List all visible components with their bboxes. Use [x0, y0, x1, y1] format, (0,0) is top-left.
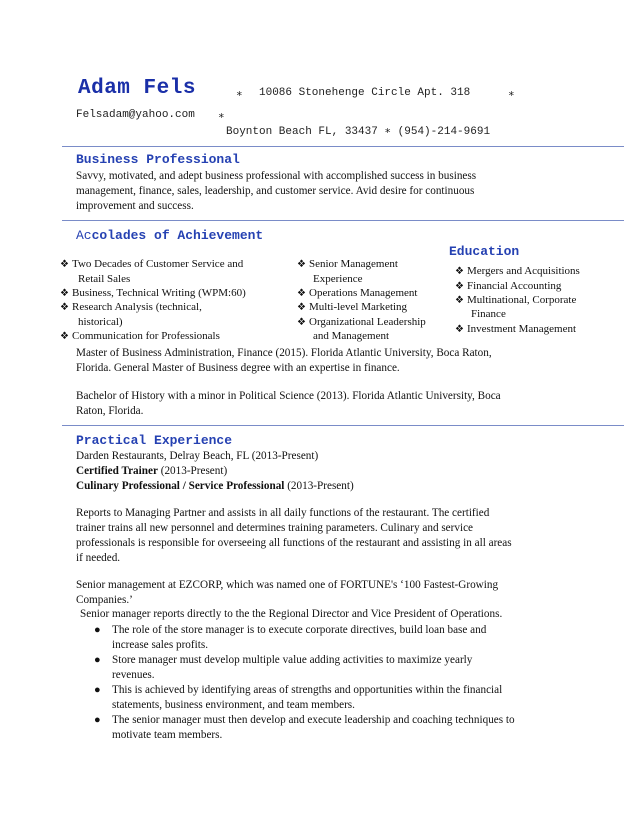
summary-line: Savvy, motivated, and adept business professional with accomplished success in business: [76, 170, 477, 182]
accolades-title-rest: colades of Achievement: [91, 228, 264, 243]
education-line: Master of Business Administration, Finance (2015). Florida Atlantic University, Boca Raton,: [76, 347, 492, 359]
accolade-item: [60, 300, 202, 316]
role-date: (2013-Present): [287, 480, 354, 492]
experience-line: Senior manager reports directly to the the Regional Director and Vice President of Operations.: [80, 608, 503, 620]
accolade-item: [60, 329, 220, 345]
role: [76, 464, 227, 479]
diamond-bullet-icon: ❖: [297, 288, 306, 299]
role: [76, 479, 354, 494]
list-item-text: This is achieved by identifying areas of strengths and opportunities within the financial: [112, 684, 503, 696]
experience-line: Senior management at EZCORP, which was named one of FORTUNE's ‘100 Fastest-Growing: [76, 579, 499, 591]
accolade-text-cont: Finance: [471, 308, 506, 320]
list-item-text: The senior manager must then develop and execute leadership and coaching techniques to: [112, 714, 515, 726]
accolade-text-cont: and Management: [313, 330, 390, 342]
divider: [62, 146, 624, 147]
accolade-item: [455, 322, 576, 338]
employer: Darden Restaurants, Delray Beach, FL (2013-Present): [76, 450, 319, 462]
accolade-text: Organizational Leadership: [309, 316, 426, 328]
accolade-text: Investment Management: [467, 323, 577, 335]
diamond-bullet-icon: ❖: [297, 302, 306, 313]
diamond-bullet-icon: ❖: [60, 259, 69, 270]
role-title: Culinary Professional / Service Professional: [76, 480, 285, 492]
role-date: (2013-Present): [160, 465, 228, 477]
accolade-text-cont: historical): [78, 316, 123, 328]
candidate-name: Adam Fels: [78, 77, 196, 100]
bullet-icon: ●: [94, 684, 101, 696]
section-title-business: Business Professional: [76, 152, 240, 167]
section-title-experience: Practical Experience: [76, 433, 233, 448]
diamond-bullet-icon: ❖: [455, 281, 464, 292]
experience-line: Reports to Managing Partner and assists in all daily functions of the restaurant. The certified: [76, 507, 490, 519]
accolade-text: Senior Management: [309, 258, 398, 270]
accolade-text: Multi-level Marketing: [309, 301, 408, 313]
list-item-cont: increase sales profits.: [112, 639, 208, 651]
accolade-item: [297, 300, 407, 316]
diamond-bullet-icon: ❖: [455, 295, 464, 306]
divider: [62, 220, 624, 221]
separator: ∗: [236, 89, 243, 101]
summary-line: improvement and success.: [76, 200, 194, 212]
accolade-text: Mergers and Acquisitions: [467, 265, 580, 277]
accolade-item: [455, 264, 580, 280]
bullet-icon: ●: [94, 654, 101, 666]
section-title-education: Education: [449, 244, 520, 259]
education-line: Florida. General Master of Business degree with an expertise in finance.: [76, 362, 400, 374]
list-item: [94, 653, 472, 668]
divider: [62, 425, 624, 426]
list-item-cont: statements, business environment, and team members.: [112, 699, 355, 711]
section-title-accolades: [76, 228, 263, 243]
accolade-text: Financial Accounting: [467, 280, 562, 292]
list-item-cont: revenues.: [112, 669, 155, 681]
experience-line: if needed.: [76, 552, 121, 564]
diamond-bullet-icon: ❖: [60, 331, 69, 342]
city-phone: Boynton Beach FL, 33437 ∗ (954)-214-9691: [226, 126, 491, 138]
separator: ∗: [508, 89, 515, 101]
accolade-item: [60, 257, 243, 273]
accolade-text: Communication for Professionals: [72, 330, 220, 342]
diamond-bullet-icon: ❖: [297, 317, 306, 328]
accolade-text: Multinational, Corporate: [467, 294, 577, 306]
accolade-text-cont: Experience: [313, 273, 363, 285]
accolades-title-prefix: Ac: [76, 228, 92, 243]
diamond-bullet-icon: ❖: [455, 266, 464, 277]
list-item: [94, 623, 486, 638]
diamond-bullet-icon: ❖: [60, 288, 69, 299]
bullet-icon: ●: [94, 714, 101, 726]
list-item: [94, 713, 515, 728]
education-line: Bachelor of History with a minor in Political Science (2013). Florida Atlantic University, Boca: [76, 390, 501, 402]
role-title: Certified Trainer: [76, 465, 158, 477]
accolade-text: Research Analysis (technical,: [72, 301, 202, 313]
experience-line: professionals is responsible for overseeing all functions of the restaurant and assisting in all areas: [76, 537, 512, 549]
education-line: Raton, Florida.: [76, 405, 144, 417]
diamond-bullet-icon: ❖: [60, 302, 69, 313]
list-item-cont: motivate team members.: [112, 729, 223, 741]
list-item-text: Store manager must develop multiple value adding activities to maximize yearly: [112, 654, 473, 666]
experience-line: Companies.’: [76, 594, 133, 606]
list-item-text: The role of the store manager is to execute corporate directives, build loan base and: [112, 624, 487, 636]
email: Felsadam@yahoo.com: [76, 109, 195, 121]
separator: ∗: [218, 111, 225, 123]
address: 10086 Stonehenge Circle Apt. 318: [259, 87, 471, 99]
accolade-text: Business, Technical Writing (WPM:60): [72, 287, 246, 299]
list-item: [94, 683, 502, 698]
bullet-icon: ●: [94, 624, 101, 636]
diamond-bullet-icon: ❖: [297, 259, 306, 270]
accolade-text: Two Decades of Customer Service and: [72, 258, 244, 270]
accolade-text: Operations Management: [309, 287, 418, 299]
experience-line: trainer trains all new personnel and determines training parameters. Culinary and service: [76, 522, 474, 534]
diamond-bullet-icon: ❖: [455, 324, 464, 335]
accolade-item: [297, 257, 398, 273]
summary-line: management, finance, sales, leadership, and customer service. Avid desire for continuous: [76, 185, 475, 197]
accolade-text-cont: Retail Sales: [78, 273, 131, 285]
